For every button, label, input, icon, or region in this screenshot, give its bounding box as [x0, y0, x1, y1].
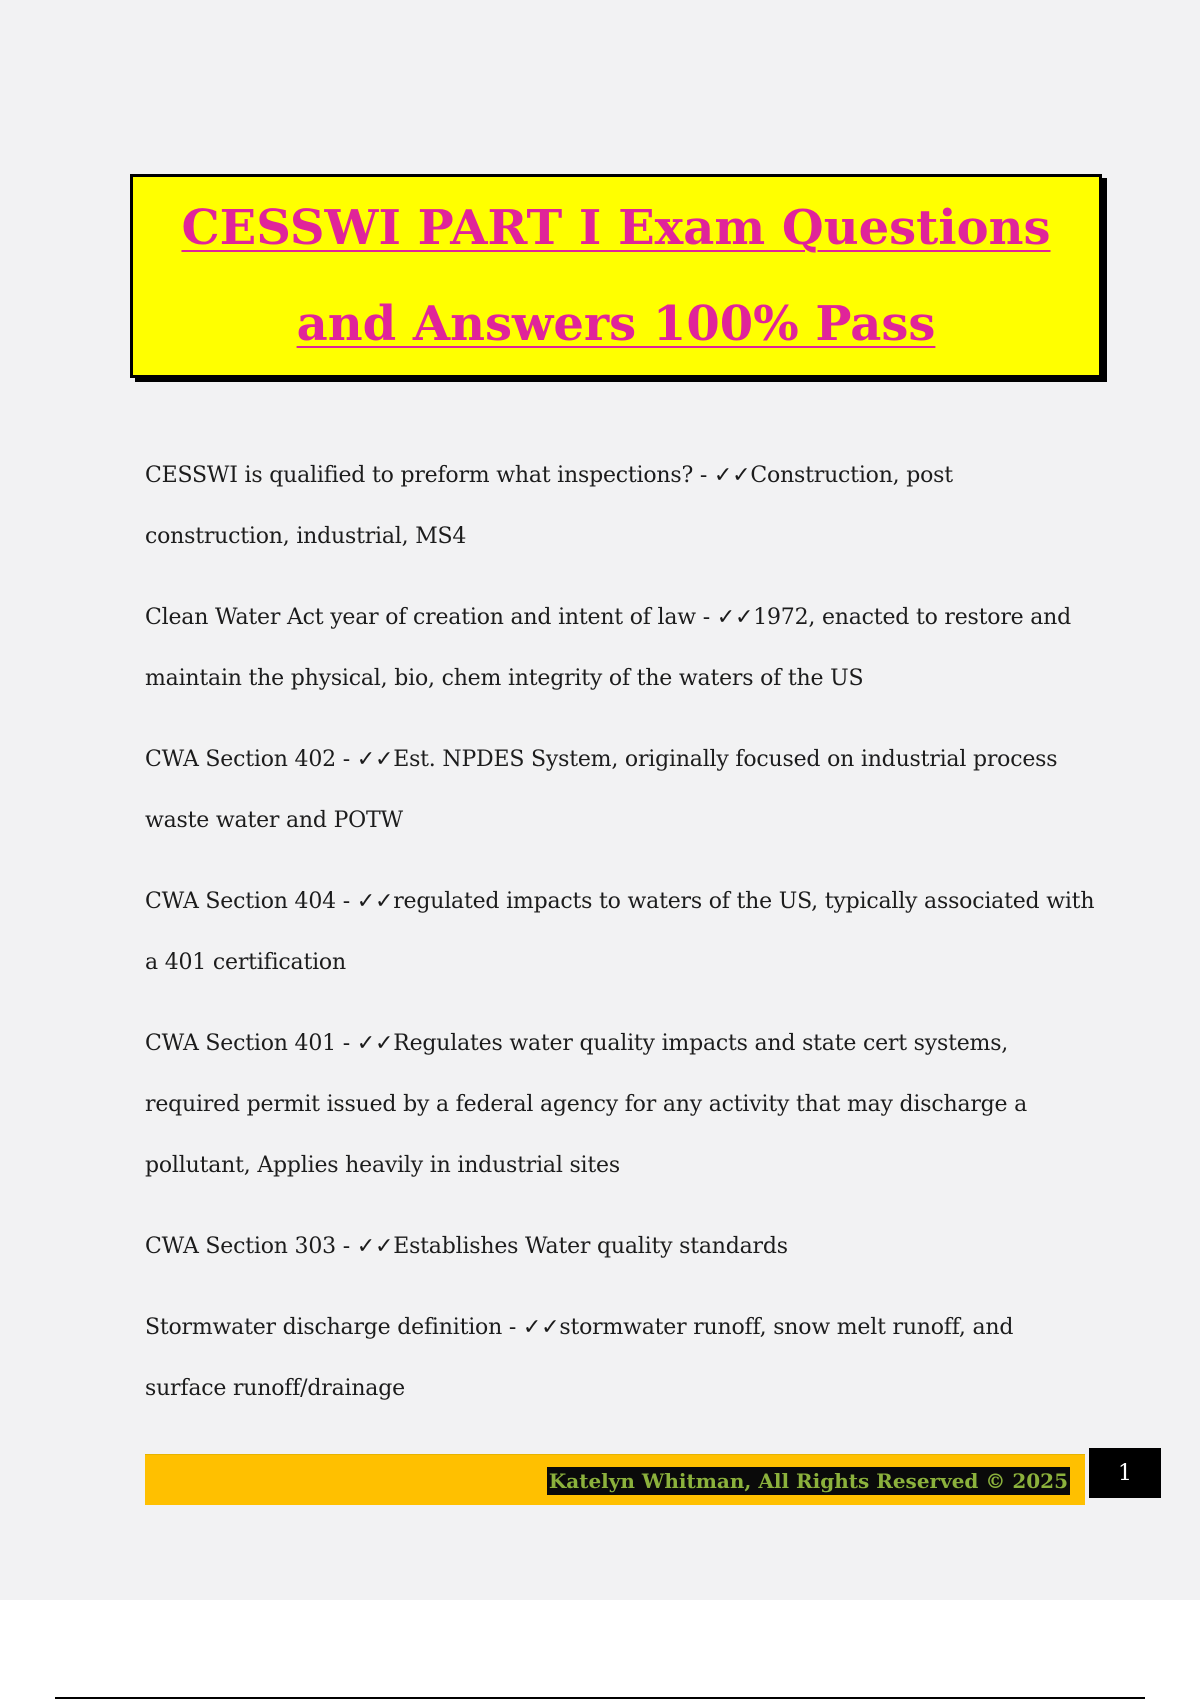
question-text: CWA Section 404: [145, 889, 336, 914]
check-mark-icon: ✓✓: [356, 747, 394, 772]
qa-item: [145, 445, 1095, 567]
separator: -: [335, 1234, 357, 1259]
answer-text: Construction, post construction, industrial, MS4: [145, 463, 953, 549]
separator: -: [502, 1315, 523, 1340]
check-mark-icon: ✓✓: [356, 889, 394, 914]
qa-item: [145, 729, 1095, 851]
separator: -: [335, 889, 357, 914]
answer-text: Establishes Water quality standards: [393, 1234, 788, 1259]
check-mark-icon: ✓✓: [522, 1315, 560, 1340]
check-mark-icon: ✓✓: [356, 1234, 394, 1259]
answer-text: regulated impacts to waters of the US, typically associated with a 401 certification: [145, 889, 1095, 975]
check-mark-icon: ✓✓: [716, 605, 754, 630]
footer-copyright: Katelyn Whitman, All Rights Reserved © 2025: [548, 1469, 1068, 1493]
qa-item: [145, 1297, 1095, 1419]
question-text: Clean Water Act year of creation and intent of law: [145, 605, 696, 630]
page-bottom-divider: [55, 1697, 1145, 1699]
document-title: CESSWI PART I Exam Questions and Answers 100% Pass: [181, 200, 1051, 352]
answer-text: Regulates water quality impacts and state cert systems, required permit issued by a federal agency for any activity that may discharge a pollutant, Applies heavily in industrial sites: [145, 1031, 1028, 1178]
question-text: CWA Section 401: [145, 1031, 336, 1056]
answer-text: stormwater runoff, snow melt runoff, and surface runoff/drainage: [145, 1315, 1014, 1401]
separator: -: [693, 463, 714, 488]
check-mark-icon: ✓✓: [356, 1031, 394, 1056]
question-text: CWA Section 402: [145, 747, 336, 772]
qa-item: [145, 871, 1095, 993]
answer-text: 1972, enacted to restore and maintain the physical, bio, chem integrity of the waters of the US: [145, 605, 1072, 691]
separator: -: [335, 1031, 357, 1056]
qa-item: [145, 587, 1095, 709]
page-number: 1: [1089, 1448, 1161, 1498]
qa-list: [145, 445, 1095, 1439]
separator: -: [695, 605, 717, 630]
qa-item: [145, 1013, 1095, 1196]
question-text: CESSWI is qualified to preform what inspections?: [145, 463, 694, 488]
question-text: Stormwater discharge definition: [145, 1315, 503, 1340]
separator: -: [335, 747, 357, 772]
title-box: [130, 174, 1102, 378]
qa-item: [145, 1216, 1095, 1277]
answer-text: Est. NPDES System, originally focused on industrial process waste water and POTW: [145, 747, 1058, 833]
footer-bar: [145, 1455, 1085, 1505]
question-text: CWA Section 303: [145, 1234, 336, 1259]
check-mark-icon: ✓✓: [713, 463, 751, 488]
